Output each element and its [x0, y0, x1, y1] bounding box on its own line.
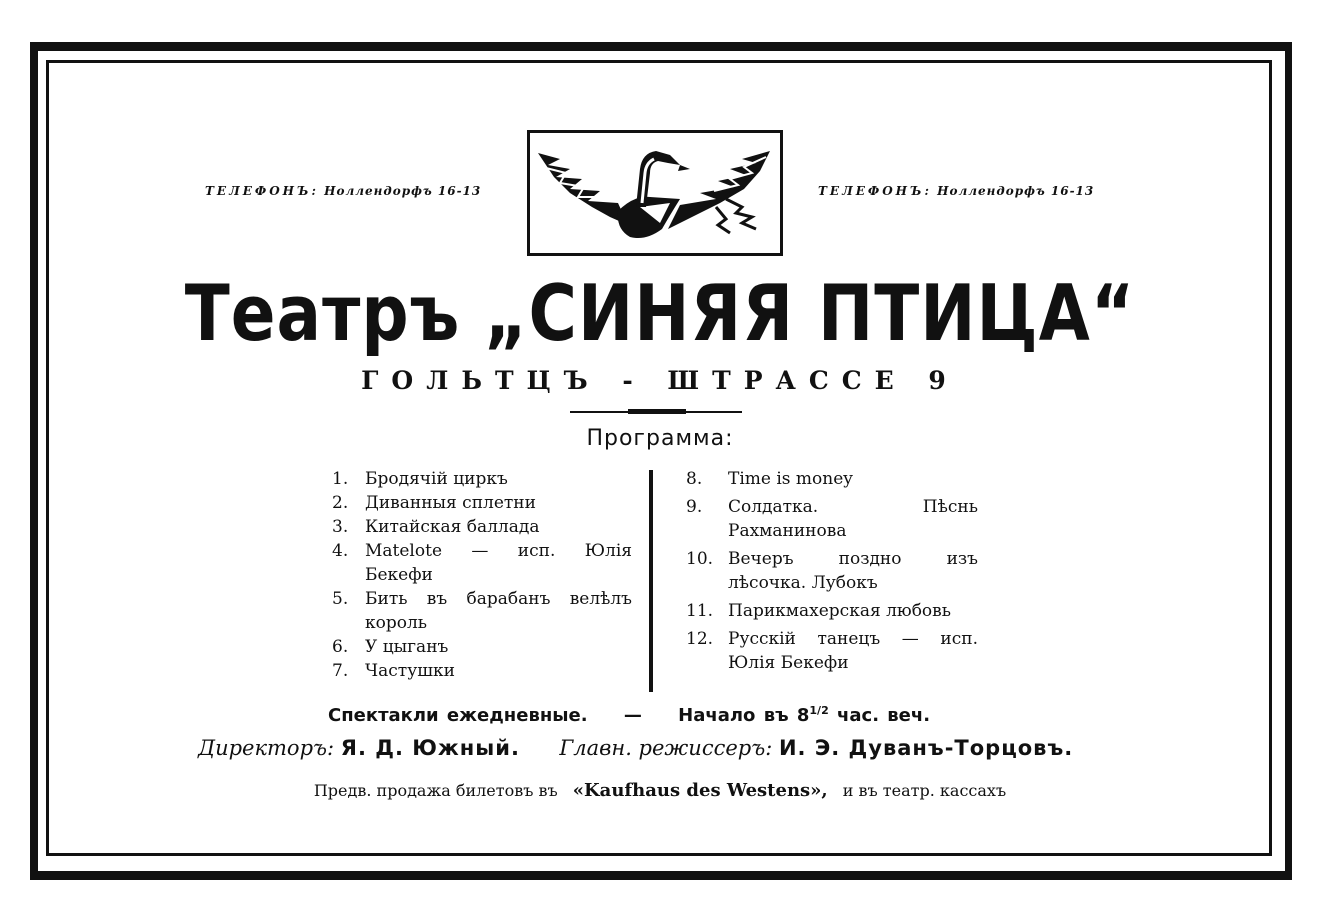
program-item-text: У цыганъ — [365, 637, 449, 657]
program-item-text: Диванныя сплетни — [365, 493, 536, 513]
blue-bird-emblem-icon — [527, 130, 783, 256]
program-item — [332, 539, 632, 587]
program-item-text: Вечеръ поздно изъ лѣсочка. Лубокъ — [728, 549, 978, 593]
program-item — [332, 587, 632, 635]
program-item — [332, 635, 632, 659]
presale-store: «Kaufhaus des Westens», — [572, 780, 828, 801]
phone-left-label: ТЕЛЕФОНЪ: — [205, 184, 319, 198]
program-item-number: 9. — [686, 497, 703, 517]
director-role: Директоръ: — [198, 736, 335, 760]
program-item-text: Солдатка. Пѣснь Рахманинова — [728, 497, 978, 541]
program-item-number: 5. — [332, 589, 349, 609]
phone-right-label: ТЕЛЕФОНЪ: — [818, 184, 932, 198]
chief-director-role: Главн. режиссеръ: — [559, 736, 773, 760]
program-item-number: 6. — [332, 637, 349, 657]
program-item-text: Time is money — [728, 469, 853, 489]
theater-address: ГОЛЬТЦЪ - ШТРАССЕ 9 — [361, 366, 959, 395]
performances-start: Начало въ 8 — [678, 705, 810, 726]
program-item-number: 8. — [686, 469, 703, 489]
phone-right-number: Ноллендорфъ 16-13 — [937, 184, 1095, 198]
program-item — [686, 599, 978, 623]
program-item-text: Matelote — исп. Юлія Бекефи — [365, 541, 632, 585]
program-item — [332, 467, 632, 491]
program-item — [686, 627, 978, 675]
ornamental-rule-center — [628, 409, 686, 414]
program-item-text: Бродячій циркъ — [365, 469, 508, 489]
program-item — [332, 659, 632, 683]
program-item-number: 12. — [686, 629, 714, 649]
program-item-number: 3. — [332, 517, 349, 537]
program-item-number: 1. — [332, 469, 349, 489]
program-item-text: Бить въ барабанъ велѣлъ король — [365, 589, 632, 633]
column-divider — [649, 470, 653, 692]
presale-prefix: Предв. продажа билетовъ въ — [313, 781, 558, 800]
director-name: Я. Д. Южный. — [340, 736, 520, 760]
program-item — [686, 547, 978, 595]
performances-dash: — — [623, 705, 642, 726]
phone-left-number: Ноллендорфъ 16-13 — [324, 184, 482, 198]
program-item-number: 11. — [686, 601, 714, 621]
program-list-left — [332, 467, 632, 683]
program-item-text: Парикмахерская любовь — [728, 601, 951, 621]
program-item-text: Китайская баллада — [365, 517, 540, 537]
phone-right — [818, 184, 1094, 198]
direction-credits — [198, 736, 1073, 760]
program-item-text: Русскій танецъ — исп. Юлія Бекефи — [728, 629, 978, 673]
program-item — [332, 491, 632, 515]
phone-left — [205, 184, 481, 198]
program-heading: Программа: — [586, 426, 734, 451]
program-item-number: 10. — [686, 549, 714, 569]
program-item-text: Частушки — [365, 661, 455, 681]
performances-daily: Спектакли ежедневные. — [328, 705, 588, 726]
presale-suffix: и въ театр. кассахъ — [842, 781, 1007, 800]
program-item — [332, 515, 632, 539]
performances-start-fraction: 1/2 — [809, 704, 829, 717]
program-item — [686, 467, 978, 491]
program-item-number: 2. — [332, 493, 349, 513]
program-item-number: 4. — [332, 541, 349, 561]
theater-title: Театръ „СИНЯЯ ПТИЦА“ — [184, 268, 1136, 359]
chief-director-name: И. Э. Дуванъ-Торцовъ. — [778, 736, 1074, 760]
presale-note — [0, 780, 1320, 801]
program-item-number: 7. — [332, 661, 349, 681]
program-list-right — [686, 467, 978, 679]
program-item — [686, 495, 978, 543]
performances-start-suffix: час. веч. — [837, 705, 931, 726]
performance-schedule — [328, 704, 930, 726]
